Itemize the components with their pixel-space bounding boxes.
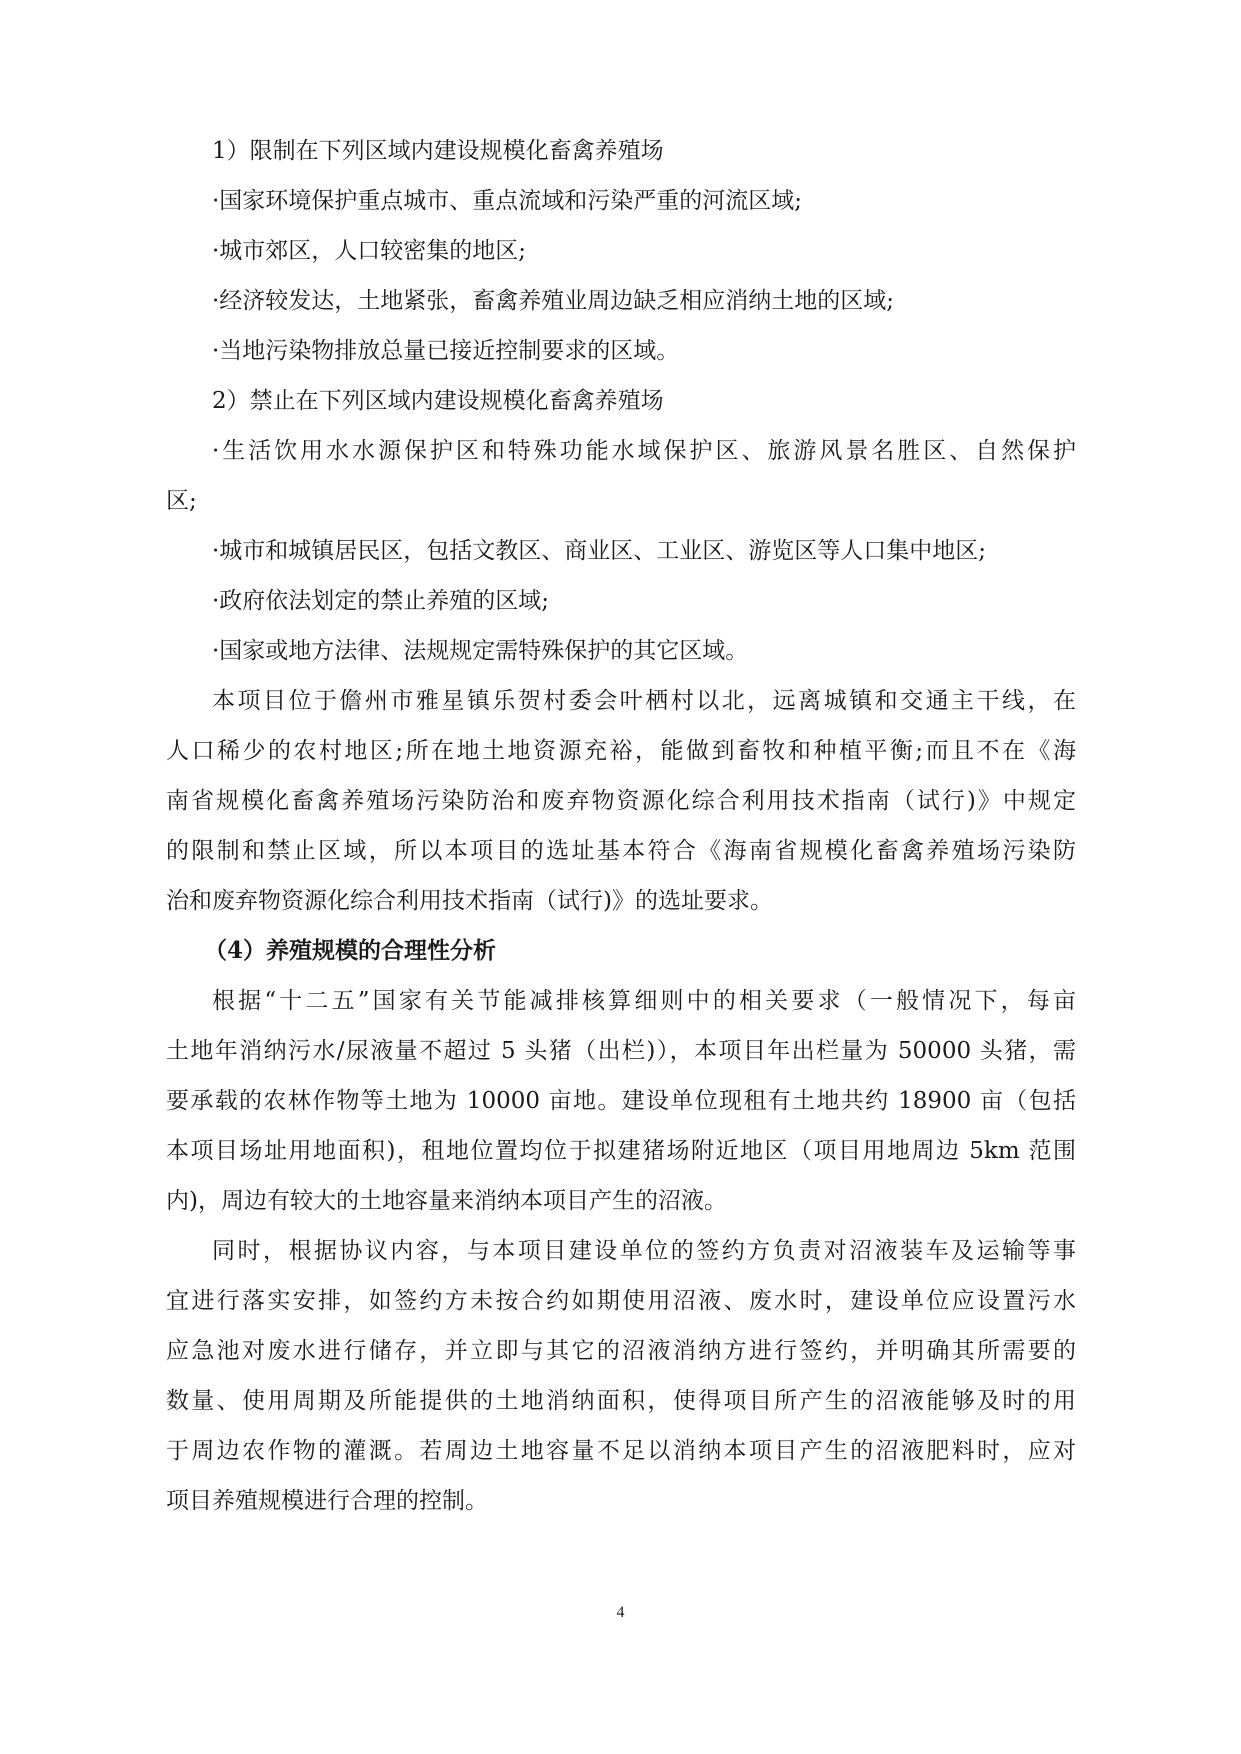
bullet-item: ·国家或地方法律、法规规定需特殊保护的其它区域。 (212, 638, 749, 664)
paragraph-line: 南省规模化畜禽养殖场污染防治和废弃物资源化综合利用技术指南（试行)》中规定 (166, 788, 1076, 814)
paragraph-line: 的限制和禁止区域，所以本项目的选址基本符合《海南省规模化畜禽养殖场污染防 (166, 838, 1076, 864)
page-body (166, 126, 1076, 1526)
paragraph-line: 于周边农作物的灌溉。若周边土地容量不足以消纳本项目产生的沼液肥料时，应对 (166, 1438, 1076, 1464)
paragraph-line: 根据“十二五”国家有关节能减排核算细则中的相关要求（一般情况下，每亩 (212, 988, 1076, 1014)
page-number: 4 (616, 1604, 625, 1621)
bullet-item: ·生活饮用水水源保护区和特殊功能水域保护区、旅游风景名胜区、自然保护 (212, 438, 1076, 464)
paragraph-line: 本项目场址用地面积)，租地位置均位于拟建猪场附近地区（项目用地周边 5km 范围 (166, 1138, 1076, 1164)
paragraph-line: 应急池对废水进行储存，并立即与其它的沼液消纳方进行签约，并明确其所需要的 (166, 1338, 1076, 1364)
bullet-item: ·国家环境保护重点城市、重点流域和污染严重的河流区域; (212, 188, 803, 214)
paragraph-line: 人口稀少的农村地区;所在地土地资源充裕，能做到畜牧和种植平衡;而且不在《海 (166, 738, 1076, 764)
paragraph-line: 项目养殖规模进行合理的控制。 (166, 1488, 488, 1514)
paragraph-line: 内)，周边有较大的土地容量来消纳本项目产生的沼液。 (166, 1188, 727, 1214)
paragraph-line: 要承载的农林作物等土地为 10000 亩地。建设单位现租有土地共约 18900 亩（包括 (166, 1088, 1076, 1114)
list-heading-prohibited: 2）禁止在下列区域内建设规模化畜禽养殖场 (212, 388, 664, 414)
section-heading: （4）养殖规模的合理性分析 (204, 937, 497, 964)
paragraph-line: 土地年消纳污水/尿液量不超过 5 头猪（出栏)），本项目年出栏量为 50000 头猪，需 (166, 1038, 1076, 1064)
paragraph-line: 本项目位于儋州市雅星镇乐贺村委会叶栖村以北，远离城镇和交通主干线，在 (212, 688, 1076, 714)
paragraph-line: 治和废弃物资源化综合利用技术指南（试行)》的选址要求。 (166, 888, 773, 914)
paragraph-line: 同时，根据协议内容，与本项目建设单位的签约方负责对沼液装车及运输等事 (212, 1238, 1076, 1264)
bullet-item: ·经济较发达，土地紧张，畜禽养殖业周边缺乏相应消纳土地的区域; (212, 288, 895, 314)
bullet-item: ·城市和城镇居民区，包括文教区、商业区、工业区、游览区等人口集中地区; (212, 538, 987, 564)
bullet-item: ·当地污染物排放总量已接近控制要求的区域。 (212, 338, 680, 364)
bullet-item: ·政府依法划定的禁止养殖的区域; (212, 588, 550, 614)
paragraph-line: 数量、使用周期及所能提供的土地消纳面积，使得项目所产生的沼液能够及时的用 (166, 1388, 1076, 1414)
list-heading-restricted: 1）限制在下列区域内建设规模化畜禽养殖场 (212, 138, 664, 164)
bullet-item: ·城市郊区，人口较密集的地区; (212, 238, 527, 264)
paragraph-line: 宜进行落实安排，如签约方未按合约如期使用沼液、废水时，建设单位应设置污水 (166, 1288, 1076, 1314)
bullet-item-continued: 区; (166, 488, 197, 514)
